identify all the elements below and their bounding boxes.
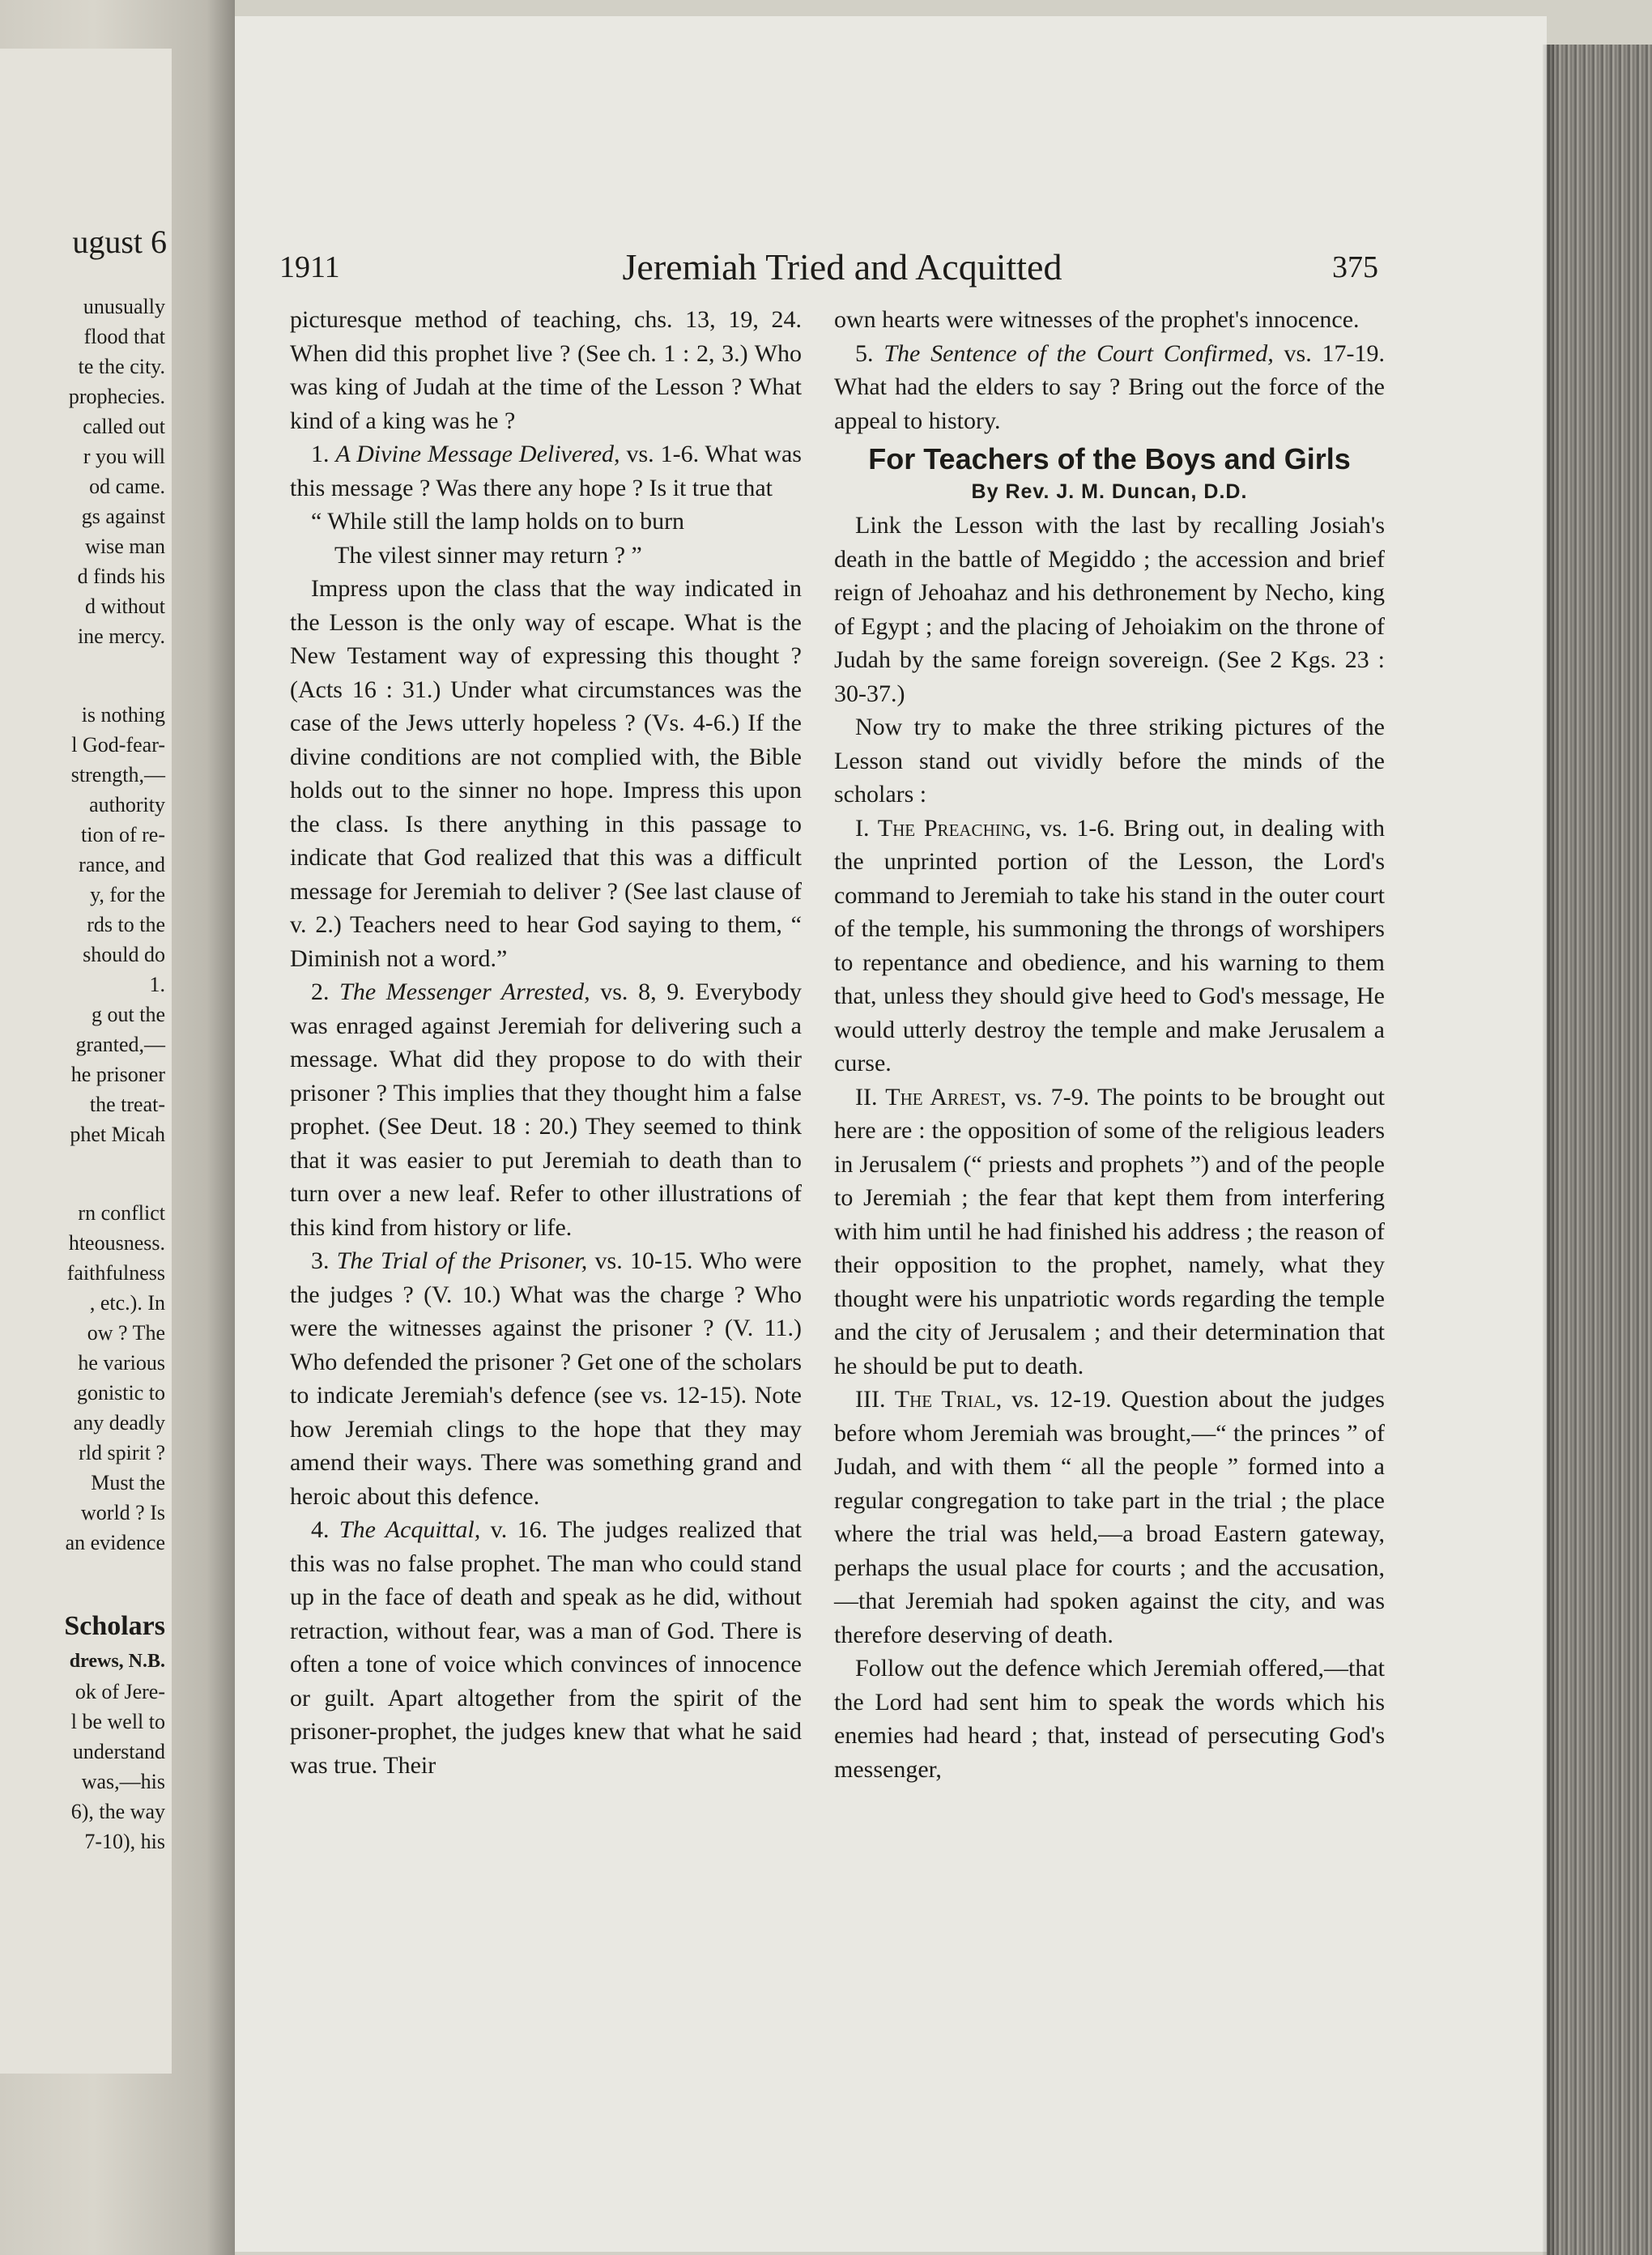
text-line-fragment: d without — [85, 595, 165, 618]
text-line-fragment: should do — [83, 943, 165, 966]
heading-fragment: Scholars — [64, 1611, 165, 1641]
section-messenger-arrested: 2. The Messenger Arrested, vs. 8, 9. Everybody was enraged against Jeremiah for delivering such a message. What did they propose to do with their prisoner ? This implies that they thought him a false prophet. (See Deut. 18 : 20.) They seemed to think that it was easier to put Jeremiah to death than to turn over a new leaf. Refer to other illustrations of this kind from history or life. — [290, 978, 803, 1241]
text-line-fragment: rld spirit ? — [79, 1441, 165, 1464]
section-label: I. The Preaching, — [855, 814, 1032, 842]
page-number: 375 — [1332, 250, 1378, 284]
text-line-fragment: 6), the way — [70, 1800, 165, 1823]
text-line-fragment: was,—his — [81, 1770, 165, 1793]
text-line-fragment: is nothing — [81, 703, 165, 727]
text-column-left — [290, 303, 802, 1782]
paragraph: own hearts were witnesses of the prophet's innocence. — [834, 306, 1360, 333]
text-line-fragment: gonistic to — [76, 1381, 165, 1405]
text-line-fragment: hteousness. — [68, 1231, 165, 1255]
quoted-verse-line: “ While still the lamp holds on to burn — [311, 508, 685, 535]
left-page-text — [0, 292, 165, 1856]
line-gap — [0, 1558, 165, 1606]
section-arrest: II. The Arrest, vs. 7-9. The points to be brought out here are : the opposition of some of the religious leaders in Jerusalem (“ priests and prophets ”) and of the people to Jeremiah ; the fear that kept them from interfering with him until he had finished his address ; the reason of their opposition to the prophet, namely, what they thought were his unpatriotic words regarding the temple and the city of Jerusalem ; and their determination that he should be put to death. — [834, 1083, 1385, 1379]
text-line-fragment: unusually — [83, 295, 165, 318]
text-line-fragment: strength,— — [70, 763, 165, 786]
text-line-fragment: rance, and — [79, 853, 165, 876]
text-line-fragment: g out the — [92, 1003, 165, 1026]
running-head-year: 1911 — [279, 250, 340, 284]
text-line-fragment: prophecies. — [68, 385, 165, 408]
text-column-right — [834, 303, 1385, 1786]
text-line-fragment: wise man — [85, 535, 165, 558]
text-line-fragment: understand — [72, 1740, 165, 1763]
text-line-fragment: flood that — [83, 325, 165, 348]
text-line-fragment: 7-10), his — [84, 1830, 165, 1853]
text-line-fragment: faithfulness — [66, 1261, 165, 1285]
left-page-fragment — [0, 49, 172, 2074]
section-label: II. The Arrest, — [855, 1083, 1007, 1110]
text-line-fragment: rn conflict — [78, 1201, 165, 1225]
text-line-fragment: y, for the — [90, 883, 165, 906]
paragraph: Follow out the defence which Jeremiah offered,—that the Lord had sent him to speak the words which his enemies had heard ; that, instead of persecuting God's messenger, — [834, 1655, 1385, 1783]
text-line-fragment: Must the — [91, 1471, 165, 1494]
text-line-fragment: 1. — [149, 973, 165, 996]
section-heading: For Teachers of the Boys and Girls — [868, 442, 1351, 475]
byline-fragment: drews, N.B. — [69, 1651, 165, 1672]
text-line-fragment: tion of re- — [81, 823, 165, 846]
section-preaching: I. The Preaching, vs. 1-6. Bring out, in dealing with the unprinted portion of the Lesson, the Lord's command to Jeremiah to take his stand in the outer court of the temple, his summoning the throngs of worshipers to repentance and obedience, and his warning to them that, unless they should give heed to God's message, He would utterly destroy the temple and make Jerusalem a curse. — [834, 814, 1385, 1076]
text-line-fragment: any deadly — [73, 1411, 165, 1434]
section-title: The Trial of the Prisoner, — [336, 1247, 588, 1274]
page-edges — [1547, 45, 1652, 2255]
text-line-fragment: granted,— — [75, 1033, 165, 1056]
text-line-fragment: he prisoner — [70, 1063, 165, 1086]
section-title: The Acquittal, — [338, 1516, 481, 1543]
section-label: III. The Trial, — [855, 1386, 1003, 1413]
paragraph: Impress upon the class that the way indicated in the Lesson is the only way of escape. What is the New Testament way of expressing this thought ? (Acts 16 : 31.) Under what circumstances was the case of the Jews utterly hopeless ? (Vs. 4-6.) If the divine conditions are not complied with, the Bible holds out to the sinner no hope. Impress this upon the class. Is there anything in this passage to indicate that God realized that this was a difficult message for Jeremiah to deliver ? (See last clause of v. 2.) Teachers need to hear God saying to them, “ Diminish not a word.” — [290, 575, 802, 972]
section-trial: III. The Trial, vs. 12-19. Question about the judges before whom Jeremiah was brought,—“ the princes ” of Judah, and with them “ all the people ” formed into a regular congregation to take part in the trial ; the place where the trial was held,—a broad Eastern gateway, perhaps the usual place for courts ; and the accusation,—that Jeremiah had spoken against the city, and was therefore deserving of death. — [834, 1386, 1385, 1648]
text-line-fragment: rds to the — [87, 913, 165, 936]
text-line-fragment: r you will — [83, 445, 165, 468]
text-line-fragment: , etc.). In — [89, 1291, 165, 1315]
running-head-title: Jeremiah Tried and Acquitted — [622, 246, 1062, 288]
text-line-fragment: d finds his — [77, 565, 165, 588]
section-sentence-confirmed: 5. The Sentence of the Court Confirmed, vs. 17-19. What had the elders to say ? Bring out the force of the appeal to history. — [834, 339, 1386, 434]
text-line-fragment: an evidence — [65, 1531, 165, 1554]
text-line-fragment: the treat- — [89, 1093, 165, 1116]
line-gap — [0, 651, 165, 700]
paragraph: Now try to make the three striking pictures of the Lesson stand out vividly before the minds of the scholars : — [834, 714, 1385, 808]
text-line-fragment: authority — [89, 793, 165, 816]
section-divine-message: 1. A Divine Message Delivered, vs. 1-6. What was this message ? Was there any hope ? Is it true that — [290, 441, 802, 501]
text-line-fragment: gs against — [81, 505, 165, 528]
section-title: The Messenger Arrested, — [339, 978, 590, 1005]
page-edge-shadow — [1543, 45, 1554, 2255]
text-line-fragment: ine mercy. — [77, 624, 165, 648]
left-running-head: ugust 6 — [72, 224, 167, 260]
paragraph: Link the Lesson with the last by recalling Josiah's death in the battle of Megiddo ; the accession and brief reign of Jehoahaz and his dethronement by Necho, king of Egypt ; and the placing of Jehoiakim on the throne of Judah by the same foreign sovereign. (See 2 Kgs. 23 : 30-37.) — [834, 512, 1385, 707]
text-line-fragment: world ? Is — [81, 1501, 165, 1524]
line-gap — [0, 1149, 165, 1198]
section-acquittal: 4. The Acquittal, v. 16. The judges realized that this was no false prophet. The man who could stand up in the face of death and speak as he did, without retraction, without fear, was a man of God. There is often a tone of voice which convinces of innocence or guilt. Apart altogether from the spirit of the prisoner-prophet, the judges knew that what he said was true. Their — [290, 1516, 802, 1779]
section-title: The Sentence of the Court Confirmed, — [883, 339, 1274, 367]
text-line-fragment: called out — [83, 415, 165, 438]
text-line-fragment: ow ? The — [87, 1321, 165, 1345]
text-line-fragment: l be well to — [70, 1710, 165, 1733]
section-trial-of-prisoner: 3. The Trial of the Prisoner, vs. 10-15. Who were the judges ? (V. 10.) What was the charge ? Who were the witnesses against the prisoner ? (V. 11.) Who defended the prisoner ? Get one of the scholars to indicate Jeremiah's defence (see vs. 12-15). Note how Jeremiah clings to the hope that they may amend their ways. There was something grand and heroic about this defence. — [290, 1247, 802, 1510]
text-line-fragment: l God-fear- — [71, 733, 165, 757]
text-line-fragment: od came. — [89, 475, 165, 498]
section-title: A Divine Message Delivered, — [335, 441, 620, 467]
text-line-fragment: he various — [78, 1351, 165, 1375]
author-byline: By Rev. J. M. Duncan, D.D. — [971, 480, 1248, 503]
text-line-fragment: te the city. — [78, 355, 165, 378]
quoted-verse-line: The vilest sinner may return ? ” — [334, 541, 642, 569]
paragraph: picturesque method of teaching, chs. 13, 19, 24. When did this prophet live ? (See ch. 1 : 2, 3.) Who was king of Judah at the time of the Lesson ? What kind of a king was he ? — [290, 306, 802, 434]
text-line-fragment: phet Micah — [70, 1123, 165, 1146]
text-line-fragment: ok of Jere- — [75, 1680, 165, 1703]
